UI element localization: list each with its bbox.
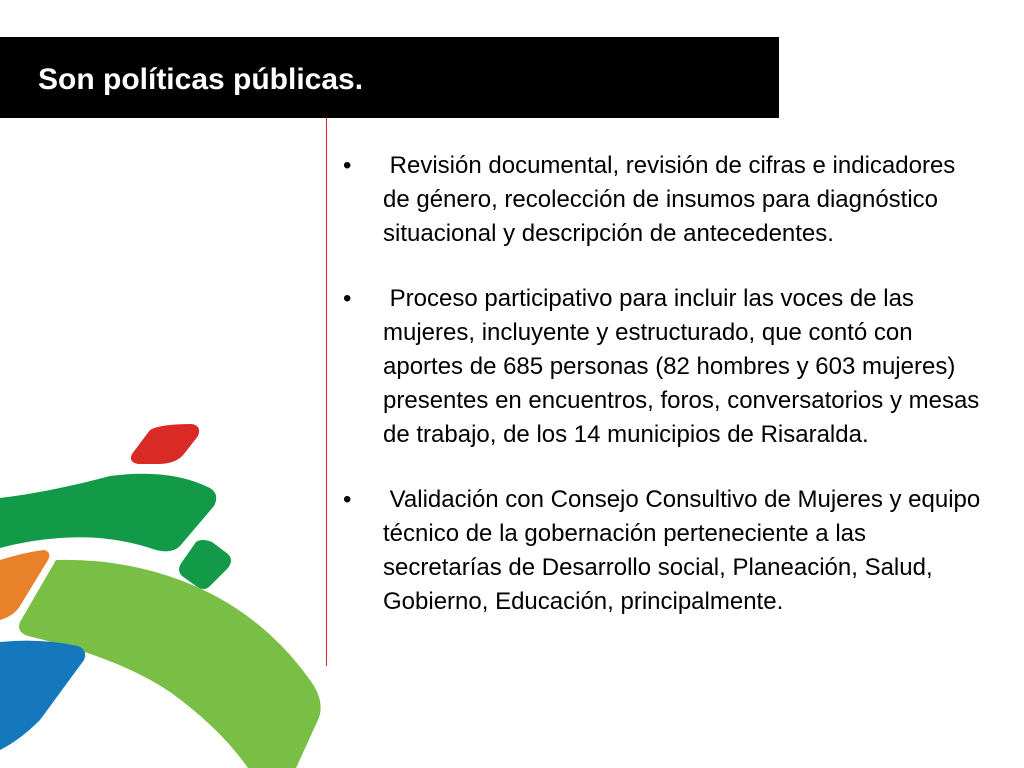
bullet-item [341, 282, 986, 452]
logo-dark-green-square [179, 540, 231, 589]
bullet-item [341, 483, 987, 619]
bullet-text: Proceso participativo para incluir las voces de las mujeres, incluyente y estructurado, que contó con aportes de 685 personas (82 hombres y 603 mujeres) presentes en encuentros, foros, conversatorios y mesas de trabajo, de los 14 municipios de Risaralda. [383, 285, 986, 448]
bullet-item [341, 149, 981, 251]
bullet-text: Revisión documental, revisión de cifras e indicadores de género, recolección de insumos para diagnóstico situacional y descripción de antecedentes. [383, 152, 962, 247]
bullet-glyph: • [343, 486, 352, 513]
slide-title: Son políticas públicas. [38, 63, 364, 96]
bullet-glyph: • [343, 285, 352, 312]
logo-red-shape [131, 424, 199, 464]
bullet-glyph: • [343, 152, 352, 179]
logo-graphic [0, 410, 330, 768]
logo-dark-green-band [0, 474, 216, 552]
bullet-list [341, 149, 987, 650]
logo-blue-shape [0, 641, 85, 750]
bullet-text: Validación con Consejo Consultivo de Mujeres y equipo técnico de la gobernación perteneciente a las secretarías de Desarrollo social, Planeación, Salud, Gobierno, Educación, principalmente. [383, 486, 987, 615]
